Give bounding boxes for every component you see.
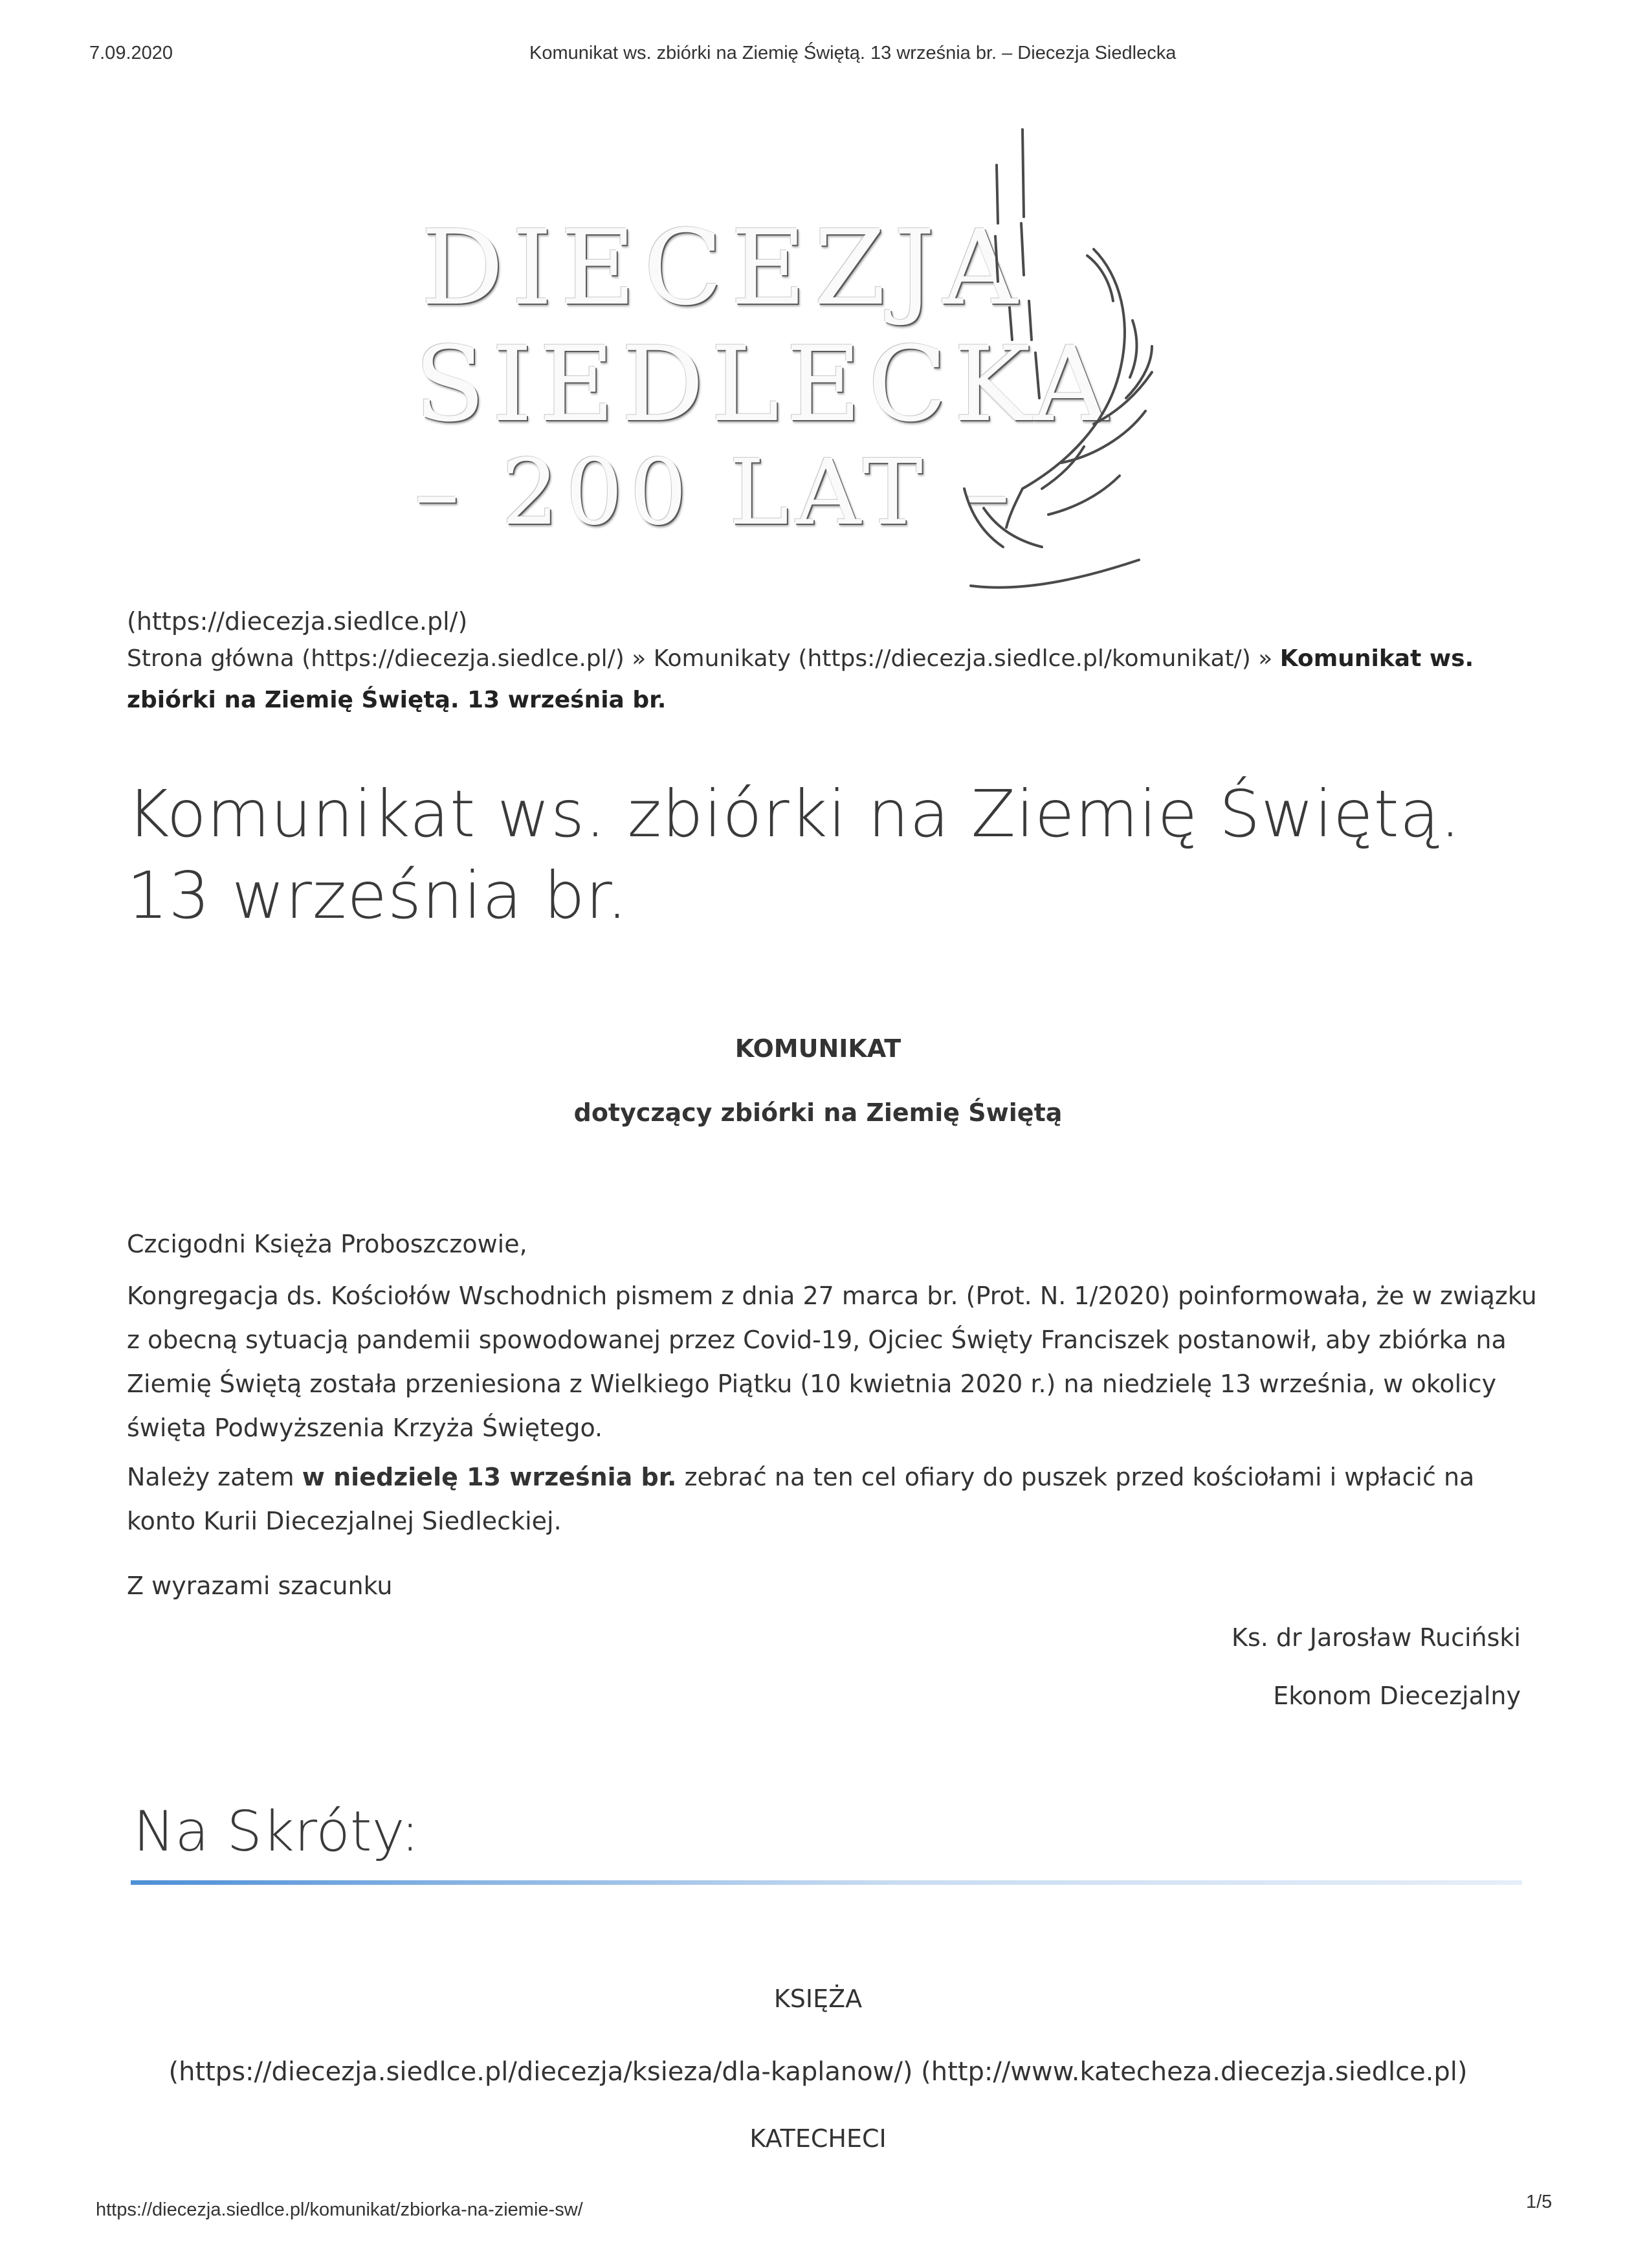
logo-line-2: SIEDLECKA xyxy=(414,324,1114,445)
breadcrumb-separator: » xyxy=(624,645,654,672)
announcement-heading: KOMUNIKAT xyxy=(735,1034,901,1063)
body-paragraph-1: Kongregacja ds. Kościołów Wschodnich pismem z dnia 27 marca br. (Prot. N. 1/2020) poinformowała, że w związku z obecną sytuacją pandemii spowodowanej przez Covid-19, Ojciec Święty Franciszek postanowił, aby zbiórka na Ziemię Świętą została przeniesiona z Wielkiego Piątku (10 kwietnia 2020 r.) na niedzielę 13 września, w okolicy święta Podwyższenia Krzyża Świętego. xyxy=(127,1282,1537,1442)
para2-text: Należy zatem xyxy=(127,1463,302,1491)
shortcuts-divider xyxy=(131,1880,1522,1885)
print-url: https://diecezja.siedlce.pl/komunikat/zbiorka-na-ziemie-sw/ xyxy=(96,2199,583,2220)
body-paragraph-2 xyxy=(127,1455,1538,1543)
logo-line-1: DIECEZJA xyxy=(421,207,1026,328)
closing-line: Z wyrazami szacunku xyxy=(127,1572,393,1600)
logo-line-3: – 200 LAT – xyxy=(414,440,1017,546)
shortcut-links[interactable]: (https://diecezja.siedlce.pl/diecezja/ksieza/dla-kaplanow/) (http://www.katecheza.diecezja.siedlce.pl) xyxy=(168,2057,1468,2087)
print-date: 7.09.2020 xyxy=(89,43,173,63)
para2-highlight: w niedzielę 13 września br. xyxy=(302,1463,677,1491)
breadcrumb-section[interactable]: Komunikaty (https://diecezja.siedlce.pl/komunikat/) xyxy=(653,645,1251,672)
breadcrumb-separator: » xyxy=(1250,645,1280,672)
site-logo[interactable] xyxy=(414,194,1114,557)
breadcrumb-home[interactable]: Strona główna (https://diecezja.siedlce.pl/) xyxy=(127,645,625,672)
shortcut-ksieza[interactable]: KSIĘŻA xyxy=(773,1984,863,2013)
print-page-title: Komunikat ws. zbiórki na Ziemię Świętą. 13 września br. – Diecezja Siedlecka xyxy=(529,43,1177,63)
salutation: Czcigodni Księża Proboszczowie, xyxy=(127,1230,527,1258)
shortcut-katecheci[interactable]: KATECHECI xyxy=(749,2124,887,2153)
para2-text: zebrać na ten cel ofiary do puszek przed kościołami i wpłacić na konto Kurii Diecezjalnej Siedleckiej. xyxy=(127,1463,1475,1535)
wheat-wreath-icon xyxy=(945,126,1230,592)
breadcrumb xyxy=(127,638,1525,721)
article-title: Komunikat ws. zbiórki na Ziemię Świętą. 13 września br. xyxy=(127,776,1461,933)
home-link[interactable]: (https://diecezja.siedlce.pl/) xyxy=(127,607,468,636)
signature-role: Ekonom Diecezjalny xyxy=(1273,1682,1521,1710)
signature-name: Ks. dr Jarosław Ruciński xyxy=(1232,1623,1521,1652)
print-page-number: 1/5 xyxy=(1526,2192,1553,2212)
announcement-subheading: dotyczący zbiórki na Ziemię Świętą xyxy=(573,1098,1063,1127)
breadcrumb-current: Komunikat ws. zbiórki na Ziemię Świętą. 13 września br. xyxy=(127,645,1474,713)
shortcuts-title: Na Skróty: xyxy=(133,1799,420,1864)
